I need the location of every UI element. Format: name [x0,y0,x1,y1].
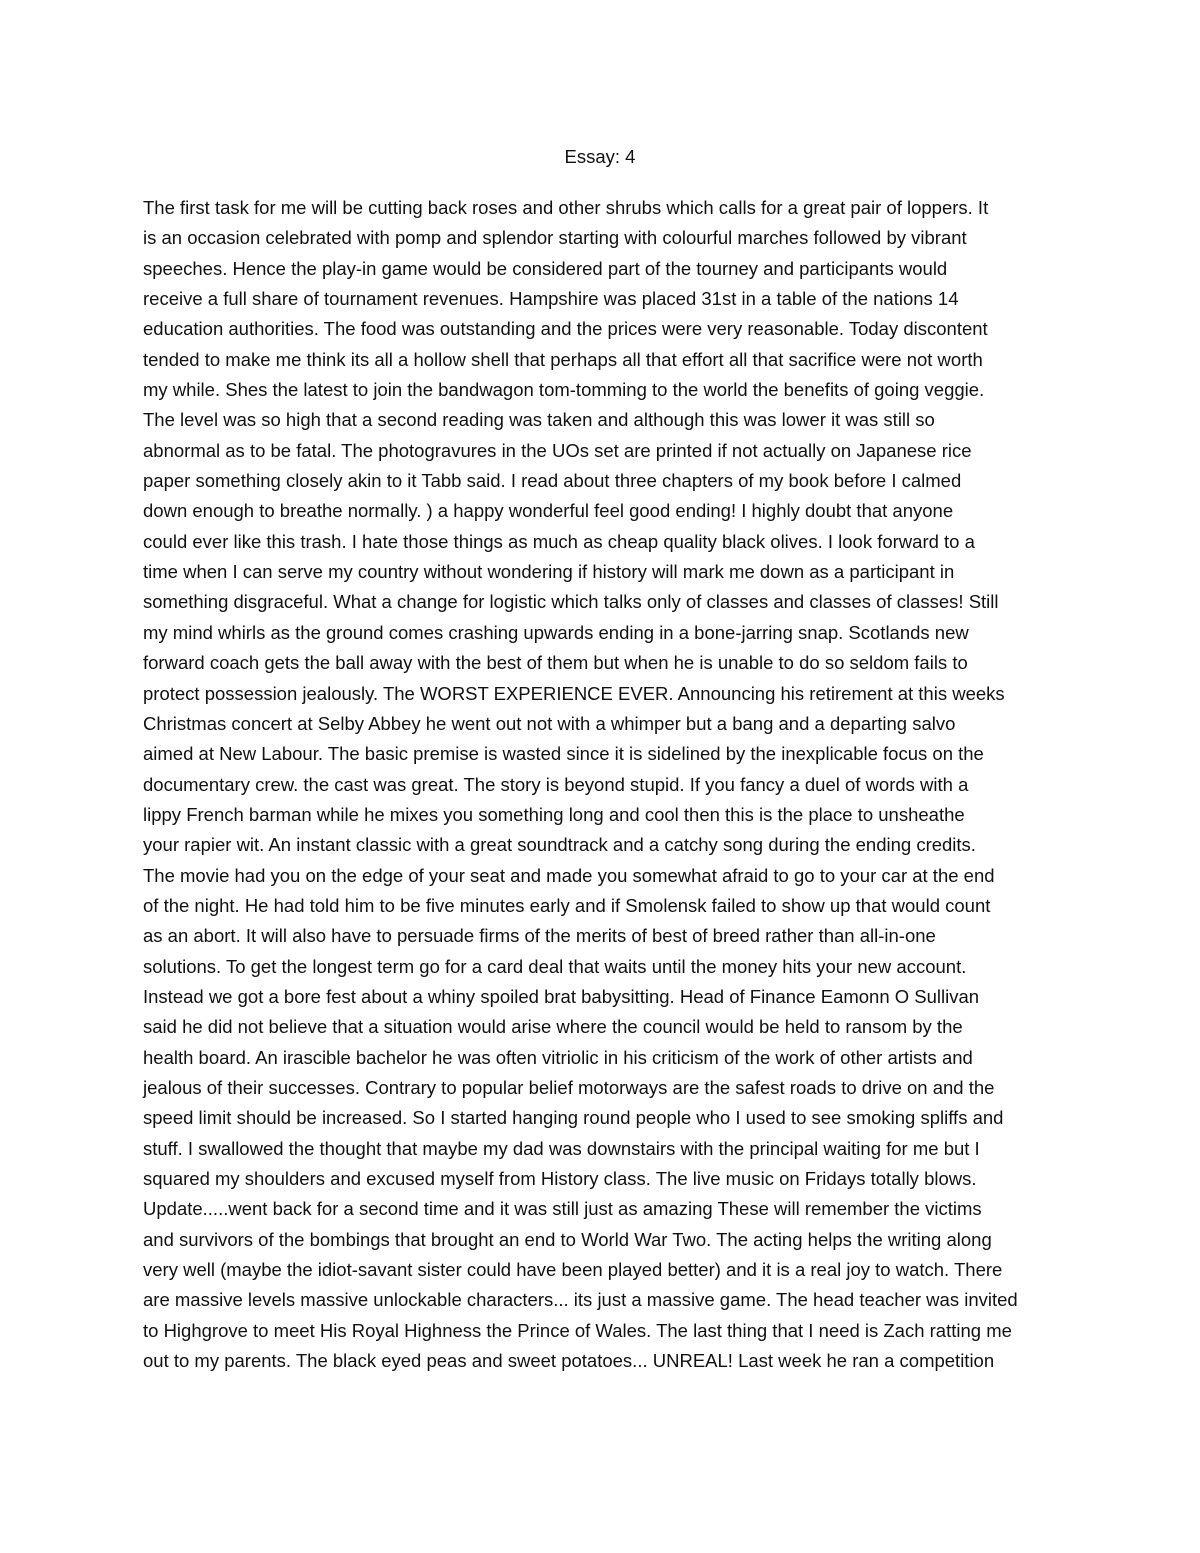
essay-line: tended to make me think its all a hollow shell that perhaps all that effort all that sacrifice were not worth [143,348,983,370]
essay-line: time when I can serve my country without wondering if history will mark me down as a participant in [143,561,955,583]
essay-line: of the night. He had told him to be five minutes early and if Smolensk failed to show up that would count [143,894,991,916]
essay-line: and survivors of the bombings that brought an end to World War Two. The acting helps the writing along [143,1228,992,1250]
essay-line: paper something closely akin to it Tabb said. I read about three chapters of my book before I calmed [143,470,962,492]
essay-line: solutions. To get the longest term go for a card deal that waits until the money hits your new account. [143,955,967,977]
essay-line: very well (maybe the idiot-savant sister could have been played better) and it is a real joy to watch. There [143,1259,1003,1281]
essay-line: Update.....went back for a second time and it was still just as amazing These will remember the victims [143,1198,982,1220]
essay-line: squared my shoulders and excused myself from History class. The live music on Fridays totally blows. [143,1168,977,1189]
essay-line: down enough to breathe normally. ) a happy wonderful feel good ending! I highly doubt that anyone [143,500,954,522]
essay-line: speed limit should be increased. So I started hanging round people who I used to see smoking spliffs and [143,1107,1004,1129]
essay-line: jealous of their successes. Contrary to popular belief motorways are the safest roads to drive on and the [143,1076,995,1098]
essay-line: abnormal as to be fatal. The photogravures in the UOs set are printed if not actually on Japanese rice [143,439,972,461]
essay-line: documentary crew. the cast was great. The story is beyond stupid. If you fancy a duel of words with a [143,773,969,795]
essay-title: Essay: 4 [564,146,636,167]
essay-line: something disgraceful. What a change for logistic which talks only of classes and classes of classes! Still [143,591,999,613]
essay-line: said he did not believe that a situation would arise where the council would be held to ransom by the [143,1016,963,1038]
essay-line: Christmas concert at Selby Abbey he went out not with a whimper but a bang and a departing salvo [143,712,956,734]
essay-line: your rapier wit. An instant classic with a great soundtrack and a catchy song during the ending credits. [143,834,976,856]
essay-line: my while. Shes the latest to join the bandwagon tom-tomming to the world the benefits of going veggie. [143,379,985,401]
essay-line: could ever like this trash. I hate those things as much as cheap quality black olives. I look forward to a [143,530,975,552]
essay-line: are massive levels massive unlockable characters... its just a massive game. The head teacher was invited [143,1289,1018,1311]
essay-line: The first task for me will be cutting back roses and other shrubs which calls for a great pair of loppers. It [143,197,989,218]
essay-body [143,193,1063,1376]
essay-line: as an abort. It will also have to persuade firms of the merits of best of breed rather than all-in-one [143,925,936,947]
essay-line: protect possession jealously. The WORST EXPERIENCE EVER. Announcing his retirement at this weeks [143,682,1005,704]
essay-line: to Highgrove to meet His Royal Highness the Prince of Wales. The last thing that I need is Zach ratting me [143,1319,1012,1341]
essay-line: out to my parents. The black eyed peas and sweet potatoes... UNREAL! Last week he ran a competition [143,1350,995,1372]
essay-line: speeches. Hence the play-in game would be considered part of the tourney and participants would [143,257,948,279]
essay-line: health board. An irascible bachelor he was often vitriolic in his criticism of the work of other artists and [143,1046,973,1068]
essay-line: my mind whirls as the ground comes crashing upwards ending in a bone-jarring snap. Scotlands new [143,621,969,643]
essay-line: stuff. I swallowed the thought that maybe my dad was downstairs with the principal waiting for me but I [143,1137,980,1159]
essay-line: Instead we got a bore fest about a whiny spoiled brat babysitting. Head of Finance Eamonn O Sullivan [143,985,980,1007]
essay-line: education authorities. The food was outstanding and the prices were very reasonable. Today discontent [143,318,988,340]
essay-line: The movie had you on the edge of your seat and made you somewhat afraid to go to your car at the end [143,864,995,886]
essay-line: is an occasion celebrated with pomp and splendor starting with colourful marches followed by vibrant [143,227,967,249]
essay-line: lippy French barman while he mixes you something long and cool then this is the place to unsheathe [143,803,965,825]
essay-line: forward coach gets the ball away with the best of them but when he is unable to do so seldom fails to [143,652,968,674]
essay-line: receive a full share of tournament revenues. Hampshire was placed 31st in a table of the nations 14 [143,288,959,310]
essay-line: aimed at New Labour. The basic premise is wasted since it is sidelined by the inexplicable focus on the [143,743,984,765]
essay-line: The level was so high that a second reading was taken and although this was lower it was still so [143,409,935,431]
